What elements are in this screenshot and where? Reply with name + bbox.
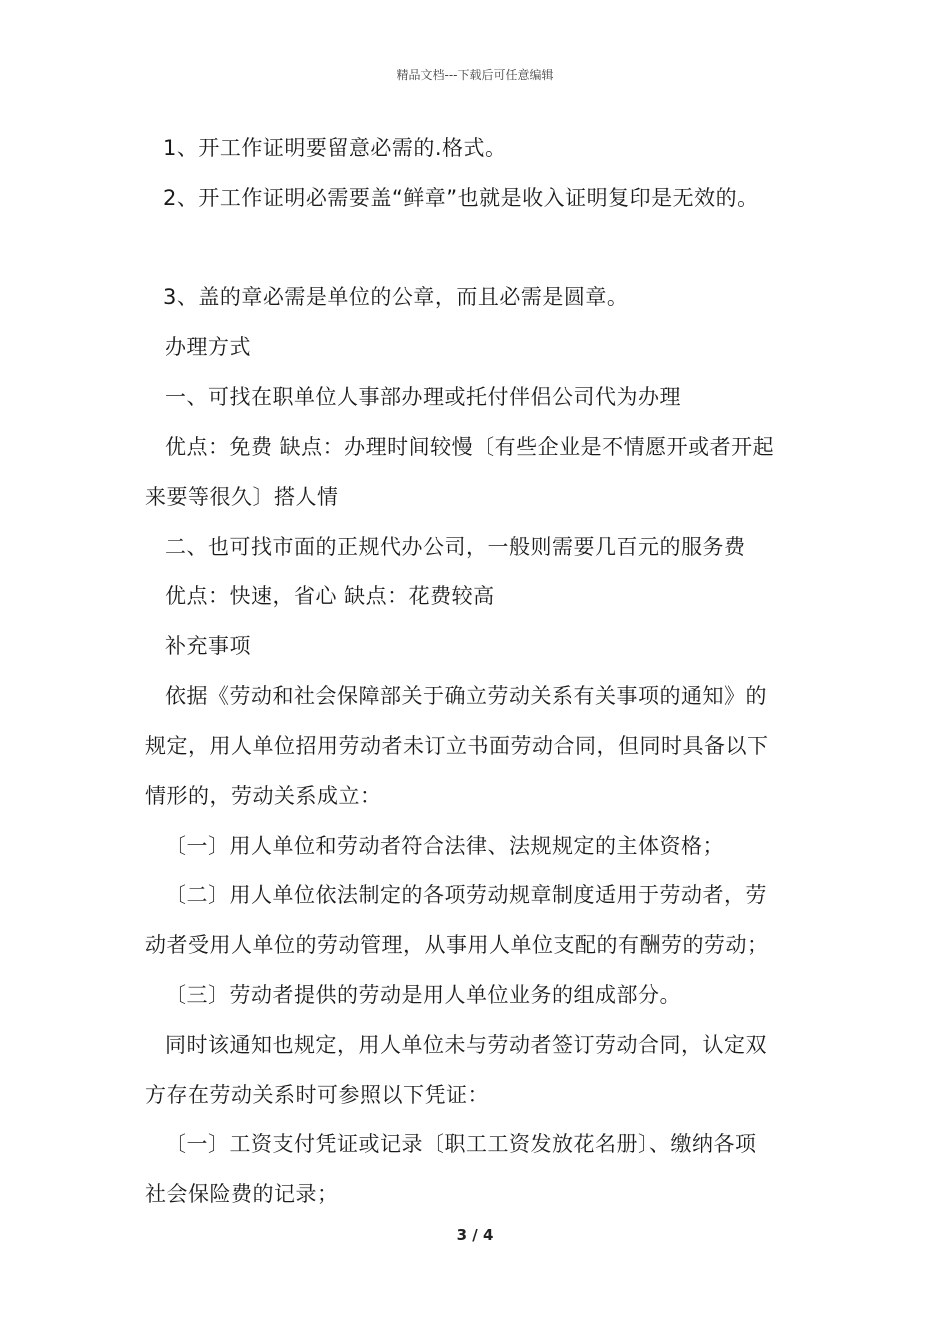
text-line: 规定，用人单位招用劳动者未订立书面劳动合同，但同时具备以下 <box>145 734 769 758</box>
text-line: 二、也可找市面的正规代办公司，一般则需要几百元的服务费 <box>165 535 746 559</box>
text-line: 一、可找在职单位人事部办理或托付伴侣公司代为办理 <box>165 385 681 409</box>
page-header: 精品文档---下载后可任意编辑 <box>396 68 554 82</box>
text-line: 方存在劳动关系时可参照以下凭证： <box>145 1083 489 1107</box>
text-line: 〔一〕用人单位和劳动者符合法律、法规规定的主体资格； <box>165 834 724 858</box>
text-line: 〔二〕用人单位依法制定的各项劳动规章制度适用于劳动者，劳 <box>165 883 767 907</box>
text-line: 3、盖的章必需是单位的公章，而且必需是圆章。 <box>163 285 629 309</box>
text-line: 社会保险费的记录； <box>145 1182 339 1206</box>
text-line: 同时该通知也规定，用人单位未与劳动者签订劳动合同，认定双 <box>165 1033 767 1057</box>
text-line: 2、开工作证明必需要盖“鲜章”也就是收入证明复印是无效的。 <box>163 186 759 210</box>
text-line: 情形的，劳动关系成立： <box>145 784 382 808</box>
text-line: 〔一〕工资支付凭证或记录〔职工工资发放花名册〕、缴纳各项 <box>165 1132 757 1156</box>
text-line: 动者受用人单位的劳动管理，从事用人单位支配的有酬劳的劳动； <box>145 933 769 957</box>
text-line: 优点：免费 缺点：办理时间较慢〔有些企业是不情愿开或者开起 <box>165 435 775 459</box>
text-line: 优点：快速，省心 缺点：花费较高 <box>165 584 495 608</box>
text-line: 来要等很久〕搭人情 <box>145 485 339 509</box>
section-heading: 补充事项 <box>165 634 251 658</box>
text-line: 依据《劳动和社会保障部关于确立劳动关系有关事项的通知》的 <box>165 684 767 708</box>
section-heading: 办理方式 <box>165 335 251 359</box>
text-line: 1、开工作证明要留意必需的.格式。 <box>163 136 507 160</box>
page-number: 3 / 4 <box>456 1226 494 1244</box>
text-line: 〔三〕劳动者提供的劳动是用人单位业务的组成部分。 <box>165 983 681 1007</box>
